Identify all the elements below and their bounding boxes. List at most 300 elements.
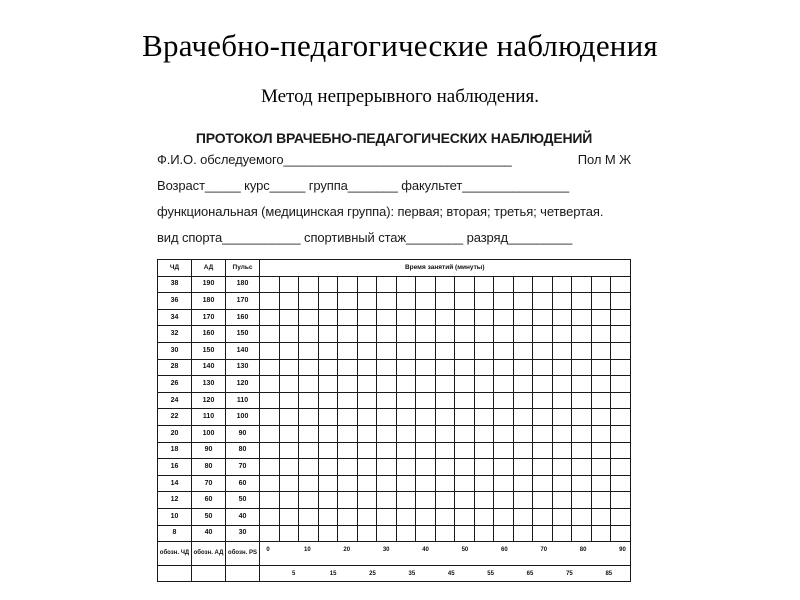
grid-cell <box>494 326 514 343</box>
header-session-time: Время занятий (минуты) <box>260 260 631 277</box>
grid-cell <box>377 475 397 492</box>
grid-cell <box>357 442 377 459</box>
grid-cell <box>611 459 631 476</box>
grid-cell <box>260 376 280 393</box>
blood-pressure-value: 110 <box>192 409 226 426</box>
grid-cell <box>357 276 377 293</box>
grid-cell <box>318 409 338 426</box>
grid-cell <box>416 293 436 310</box>
grid-cell <box>396 475 416 492</box>
grid-cell <box>572 309 592 326</box>
grid-cell <box>299 293 319 310</box>
time-tick-label: 40 <box>422 547 429 554</box>
grid-cell <box>591 425 611 442</box>
grid-cell <box>591 326 611 343</box>
grid-cell <box>611 409 631 426</box>
grid-cell <box>318 359 338 376</box>
grid-cell <box>338 442 358 459</box>
grid-cell <box>513 508 533 525</box>
grid-cell <box>299 392 319 409</box>
grid-cell <box>299 475 319 492</box>
grid-cell <box>260 492 280 509</box>
grid-cell <box>377 309 397 326</box>
blood-pressure-value: 90 <box>192 442 226 459</box>
empty-cell <box>158 566 192 582</box>
grid-cell <box>338 492 358 509</box>
grid-cell <box>279 376 299 393</box>
grid-cell <box>455 309 475 326</box>
grid-cell <box>416 342 436 359</box>
grid-cell <box>494 342 514 359</box>
grid-cell <box>299 326 319 343</box>
grid-cell <box>377 392 397 409</box>
grid-cell <box>533 359 553 376</box>
grid-cell <box>591 475 611 492</box>
grid-cell <box>611 276 631 293</box>
grid-cell <box>396 508 416 525</box>
grid-cell <box>416 492 436 509</box>
grid-cell <box>591 392 611 409</box>
grid-cell <box>455 359 475 376</box>
grid-cell <box>572 276 592 293</box>
grid-cell <box>416 442 436 459</box>
header-pulse: Пульс <box>226 260 260 277</box>
grid-cell <box>357 376 377 393</box>
grid-cell <box>279 475 299 492</box>
grid-cell <box>377 342 397 359</box>
grid-cell <box>474 525 494 542</box>
grid-cell <box>318 376 338 393</box>
grid-cell <box>357 459 377 476</box>
grid-cell <box>533 525 553 542</box>
breath-rate-value: 36 <box>158 293 192 310</box>
grid-cell <box>377 525 397 542</box>
blood-pressure-value: 50 <box>192 508 226 525</box>
pulse-value: 140 <box>226 342 260 359</box>
blood-pressure-value: 80 <box>192 459 226 476</box>
grid-cell <box>552 326 572 343</box>
grid-cell <box>474 342 494 359</box>
grid-cell <box>279 392 299 409</box>
grid-cell <box>435 309 455 326</box>
grid-cell <box>591 442 611 459</box>
grid-cell <box>318 326 338 343</box>
grid-cell <box>299 425 319 442</box>
grid-cell <box>474 392 494 409</box>
grid-cell <box>513 525 533 542</box>
grid-cell <box>572 409 592 426</box>
grid-cell <box>299 376 319 393</box>
grid-cell <box>494 309 514 326</box>
time-tick-label: 60 <box>500 547 508 554</box>
grid-cell <box>552 376 572 393</box>
grid-cell <box>513 376 533 393</box>
blood-pressure-value: 190 <box>192 276 226 293</box>
grid-cell <box>279 442 299 459</box>
grid-cell <box>591 359 611 376</box>
blood-pressure-value: 60 <box>192 492 226 509</box>
grid-cell <box>357 309 377 326</box>
grid-cell <box>572 293 592 310</box>
grid-cell <box>474 326 494 343</box>
blood-pressure-value: 100 <box>192 425 226 442</box>
grid-cell <box>396 442 416 459</box>
time-tick-label: 80 <box>579 547 587 554</box>
time-tick-label: 30 <box>382 547 390 554</box>
grid-cell <box>435 326 455 343</box>
table-header-row <box>158 260 631 277</box>
grid-cell <box>552 525 572 542</box>
grid-cell <box>260 425 280 442</box>
grid-cell <box>435 392 455 409</box>
fio-row <box>157 150 631 176</box>
grid-cell <box>513 492 533 509</box>
grid-cell <box>455 376 475 393</box>
grid-cell <box>494 293 514 310</box>
grid-cell <box>572 442 592 459</box>
legend-row <box>158 542 631 566</box>
grid-cell <box>260 309 280 326</box>
grid-cell <box>279 492 299 509</box>
grid-cell <box>474 359 494 376</box>
pulse-value: 130 <box>226 359 260 376</box>
grid-cell <box>591 376 611 393</box>
grid-cell <box>455 425 475 442</box>
grid-cell <box>474 508 494 525</box>
grid-cell <box>474 442 494 459</box>
grid-cell <box>611 342 631 359</box>
breath-rate-value: 28 <box>158 359 192 376</box>
grid-cell <box>416 409 436 426</box>
table-row <box>158 425 631 442</box>
grid-cell <box>455 276 475 293</box>
grid-cell <box>357 492 377 509</box>
pulse-value: 110 <box>226 392 260 409</box>
grid-cell <box>533 409 553 426</box>
grid-cell <box>396 326 416 343</box>
grid-cell <box>279 342 299 359</box>
breath-rate-value: 30 <box>158 342 192 359</box>
grid-cell <box>279 525 299 542</box>
grid-cell <box>455 525 475 542</box>
grid-cell <box>533 276 553 293</box>
grid-cell <box>533 326 553 343</box>
grid-cell <box>533 392 553 409</box>
grid-cell <box>435 525 455 542</box>
grid-cell <box>318 342 338 359</box>
slide-subtitle: Метод непрерывного наблюдения. <box>260 86 540 107</box>
breath-rate-value: 24 <box>158 392 192 409</box>
fio-field: Ф.И.О. обследуемого________________________________ <box>157 152 512 167</box>
grid-cell <box>377 442 397 459</box>
grid-cell <box>494 492 514 509</box>
grid-cell <box>552 475 572 492</box>
grid-cell <box>318 442 338 459</box>
grid-cell <box>416 459 436 476</box>
grid-cell <box>611 425 631 442</box>
blood-pressure-value: 180 <box>192 293 226 310</box>
header-blood-pressure: АД <box>192 260 226 277</box>
pulse-value: 150 <box>226 326 260 343</box>
grid-cell <box>435 508 455 525</box>
grid-cell <box>591 525 611 542</box>
breath-rate-value: 18 <box>158 442 192 459</box>
pulse-value: 160 <box>226 309 260 326</box>
grid-cell <box>474 293 494 310</box>
grid-cell <box>513 392 533 409</box>
grid-cell <box>338 525 358 542</box>
grid-cell <box>357 392 377 409</box>
grid-cell <box>494 409 514 426</box>
grid-cell <box>533 425 553 442</box>
pulse-value: 100 <box>226 409 260 426</box>
grid-cell <box>416 425 436 442</box>
blood-pressure-value: 130 <box>192 376 226 393</box>
time-tick-label: 15 <box>329 571 337 578</box>
sport-row: вид спорта___________ спортивный стаж________ разряд_________ <box>157 230 573 245</box>
grid-cell <box>494 459 514 476</box>
grid-cell <box>611 442 631 459</box>
protocol-form <box>157 130 631 254</box>
pulse-value: 50 <box>226 492 260 509</box>
grid-cell <box>357 342 377 359</box>
grid-cell <box>260 392 280 409</box>
sex-field: Пол М Ж <box>577 152 631 167</box>
grid-cell <box>474 376 494 393</box>
grid-cell <box>279 425 299 442</box>
grid-cell <box>318 508 338 525</box>
grid-cell <box>435 425 455 442</box>
grid-cell <box>591 293 611 310</box>
grid-cell <box>338 475 358 492</box>
grid-cell <box>611 525 631 542</box>
breath-rate-value: 38 <box>158 276 192 293</box>
table-row <box>158 475 631 492</box>
grid-cell <box>552 342 572 359</box>
grid-cell <box>299 359 319 376</box>
grid-cell <box>572 359 592 376</box>
grid-cell <box>513 309 533 326</box>
grid-cell <box>494 376 514 393</box>
grid-cell <box>338 376 358 393</box>
grid-cell <box>318 525 338 542</box>
grid-cell <box>572 376 592 393</box>
grid-cell <box>611 359 631 376</box>
breath-rate-value: 32 <box>158 326 192 343</box>
grid-cell <box>396 359 416 376</box>
grid-cell <box>357 359 377 376</box>
breath-rate-value: 34 <box>158 309 192 326</box>
grid-cell <box>552 492 572 509</box>
time-tick-label: 75 <box>566 571 573 578</box>
grid-cell <box>513 359 533 376</box>
grid-cell <box>513 475 533 492</box>
grid-cell <box>455 392 475 409</box>
grid-cell <box>455 326 475 343</box>
grid-cell <box>572 508 592 525</box>
grid-cell <box>533 475 553 492</box>
pulse-value: 60 <box>226 475 260 492</box>
grid-cell <box>611 392 631 409</box>
grid-cell <box>533 309 553 326</box>
grid-cell <box>533 376 553 393</box>
blood-pressure-value: 170 <box>192 309 226 326</box>
grid-cell <box>299 442 319 459</box>
grid-cell <box>552 508 572 525</box>
grid-cell <box>377 492 397 509</box>
grid-cell <box>591 276 611 293</box>
grid-cell <box>552 459 572 476</box>
pulse-value: 40 <box>226 508 260 525</box>
grid-cell <box>338 459 358 476</box>
grid-cell <box>318 392 338 409</box>
grid-cell <box>572 342 592 359</box>
breath-rate-value: 26 <box>158 376 192 393</box>
table-row <box>158 293 631 310</box>
grid-cell <box>455 492 475 509</box>
grid-cell <box>338 392 358 409</box>
grid-cell <box>435 475 455 492</box>
grid-cell <box>338 309 358 326</box>
table-row <box>158 326 631 343</box>
grid-cell <box>377 293 397 310</box>
grid-cell <box>455 342 475 359</box>
slide-title: Врачебно-педагогические наблюдения <box>142 28 658 63</box>
observation-table <box>157 259 631 582</box>
grid-cell <box>494 475 514 492</box>
table-row <box>158 525 631 542</box>
grid-cell <box>396 492 416 509</box>
grid-cell <box>318 309 338 326</box>
time-tick-label: 70 <box>540 547 548 554</box>
grid-cell <box>299 492 319 509</box>
time-axis-top <box>260 542 631 566</box>
table-row <box>158 409 631 426</box>
grid-cell <box>435 376 455 393</box>
grid-cell <box>533 342 553 359</box>
grid-cell <box>591 342 611 359</box>
grid-cell <box>260 459 280 476</box>
grid-cell <box>416 376 436 393</box>
table-row <box>158 376 631 393</box>
grid-cell <box>455 459 475 476</box>
grid-cell <box>513 409 533 426</box>
grid-cell <box>338 326 358 343</box>
grid-cell <box>377 359 397 376</box>
grid-cell <box>279 409 299 426</box>
grid-cell <box>513 342 533 359</box>
grid-cell <box>435 342 455 359</box>
grid-cell <box>533 508 553 525</box>
grid-cell <box>611 293 631 310</box>
grid-cell <box>552 309 572 326</box>
grid-cell <box>416 508 436 525</box>
grid-cell <box>357 525 377 542</box>
grid-cell <box>611 475 631 492</box>
grid-cell <box>611 309 631 326</box>
grid-cell <box>377 326 397 343</box>
time-axis-bottom <box>260 566 631 582</box>
grid-cell <box>299 342 319 359</box>
grid-cell <box>435 442 455 459</box>
grid-cell <box>494 425 514 442</box>
medical-group-row: функциональная (медицинская группа): первая; вторая; третья; четвертая. <box>157 204 604 219</box>
grid-cell <box>396 309 416 326</box>
table-row <box>158 492 631 509</box>
header-breath-rate: ЧД <box>158 260 192 277</box>
time-tick-label: 85 <box>605 571 613 578</box>
time-tick-label: 45 <box>447 571 455 578</box>
table-row <box>158 342 631 359</box>
grid-cell <box>357 326 377 343</box>
grid-cell <box>299 508 319 525</box>
grid-cell <box>572 425 592 442</box>
grid-cell <box>494 276 514 293</box>
breath-rate-value: 12 <box>158 492 192 509</box>
pulse-value: 80 <box>226 442 260 459</box>
table-row <box>158 442 631 459</box>
grid-cell <box>435 492 455 509</box>
pulse-value: 170 <box>226 293 260 310</box>
grid-cell <box>396 392 416 409</box>
grid-cell <box>338 293 358 310</box>
time-tick-label: 25 <box>369 571 376 578</box>
grid-cell <box>591 309 611 326</box>
time-tick-label: 10 <box>304 547 311 554</box>
grid-cell <box>260 475 280 492</box>
legend-breath-rate: обозн. ЧД <box>158 542 192 566</box>
grid-cell <box>279 276 299 293</box>
blood-pressure-value: 140 <box>192 359 226 376</box>
pulse-value: 70 <box>226 459 260 476</box>
grid-cell <box>513 442 533 459</box>
grid-cell <box>513 326 533 343</box>
grid-cell <box>299 276 319 293</box>
grid-cell <box>591 459 611 476</box>
breath-rate-value: 20 <box>158 425 192 442</box>
grid-cell <box>533 459 553 476</box>
grid-cell <box>396 525 416 542</box>
grid-cell <box>377 409 397 426</box>
grid-cell <box>377 459 397 476</box>
grid-cell <box>338 425 358 442</box>
table-row <box>158 359 631 376</box>
table-row <box>158 392 631 409</box>
time-tick-label: 35 <box>408 571 416 578</box>
breath-rate-value: 10 <box>158 508 192 525</box>
table-row <box>158 508 631 525</box>
grid-cell <box>416 359 436 376</box>
grid-cell <box>494 442 514 459</box>
grid-cell <box>572 492 592 509</box>
grid-cell <box>572 475 592 492</box>
grid-cell <box>377 276 397 293</box>
grid-cell <box>279 326 299 343</box>
grid-cell <box>377 508 397 525</box>
grid-cell <box>396 459 416 476</box>
grid-cell <box>318 425 338 442</box>
grid-cell <box>552 359 572 376</box>
grid-cell <box>552 442 572 459</box>
breath-rate-value: 22 <box>158 409 192 426</box>
time-tick-label: 20 <box>343 547 351 554</box>
grid-cell <box>338 508 358 525</box>
grid-cell <box>416 475 436 492</box>
grid-cell <box>416 276 436 293</box>
grid-cell <box>455 475 475 492</box>
grid-cell <box>357 293 377 310</box>
grid-cell <box>494 359 514 376</box>
